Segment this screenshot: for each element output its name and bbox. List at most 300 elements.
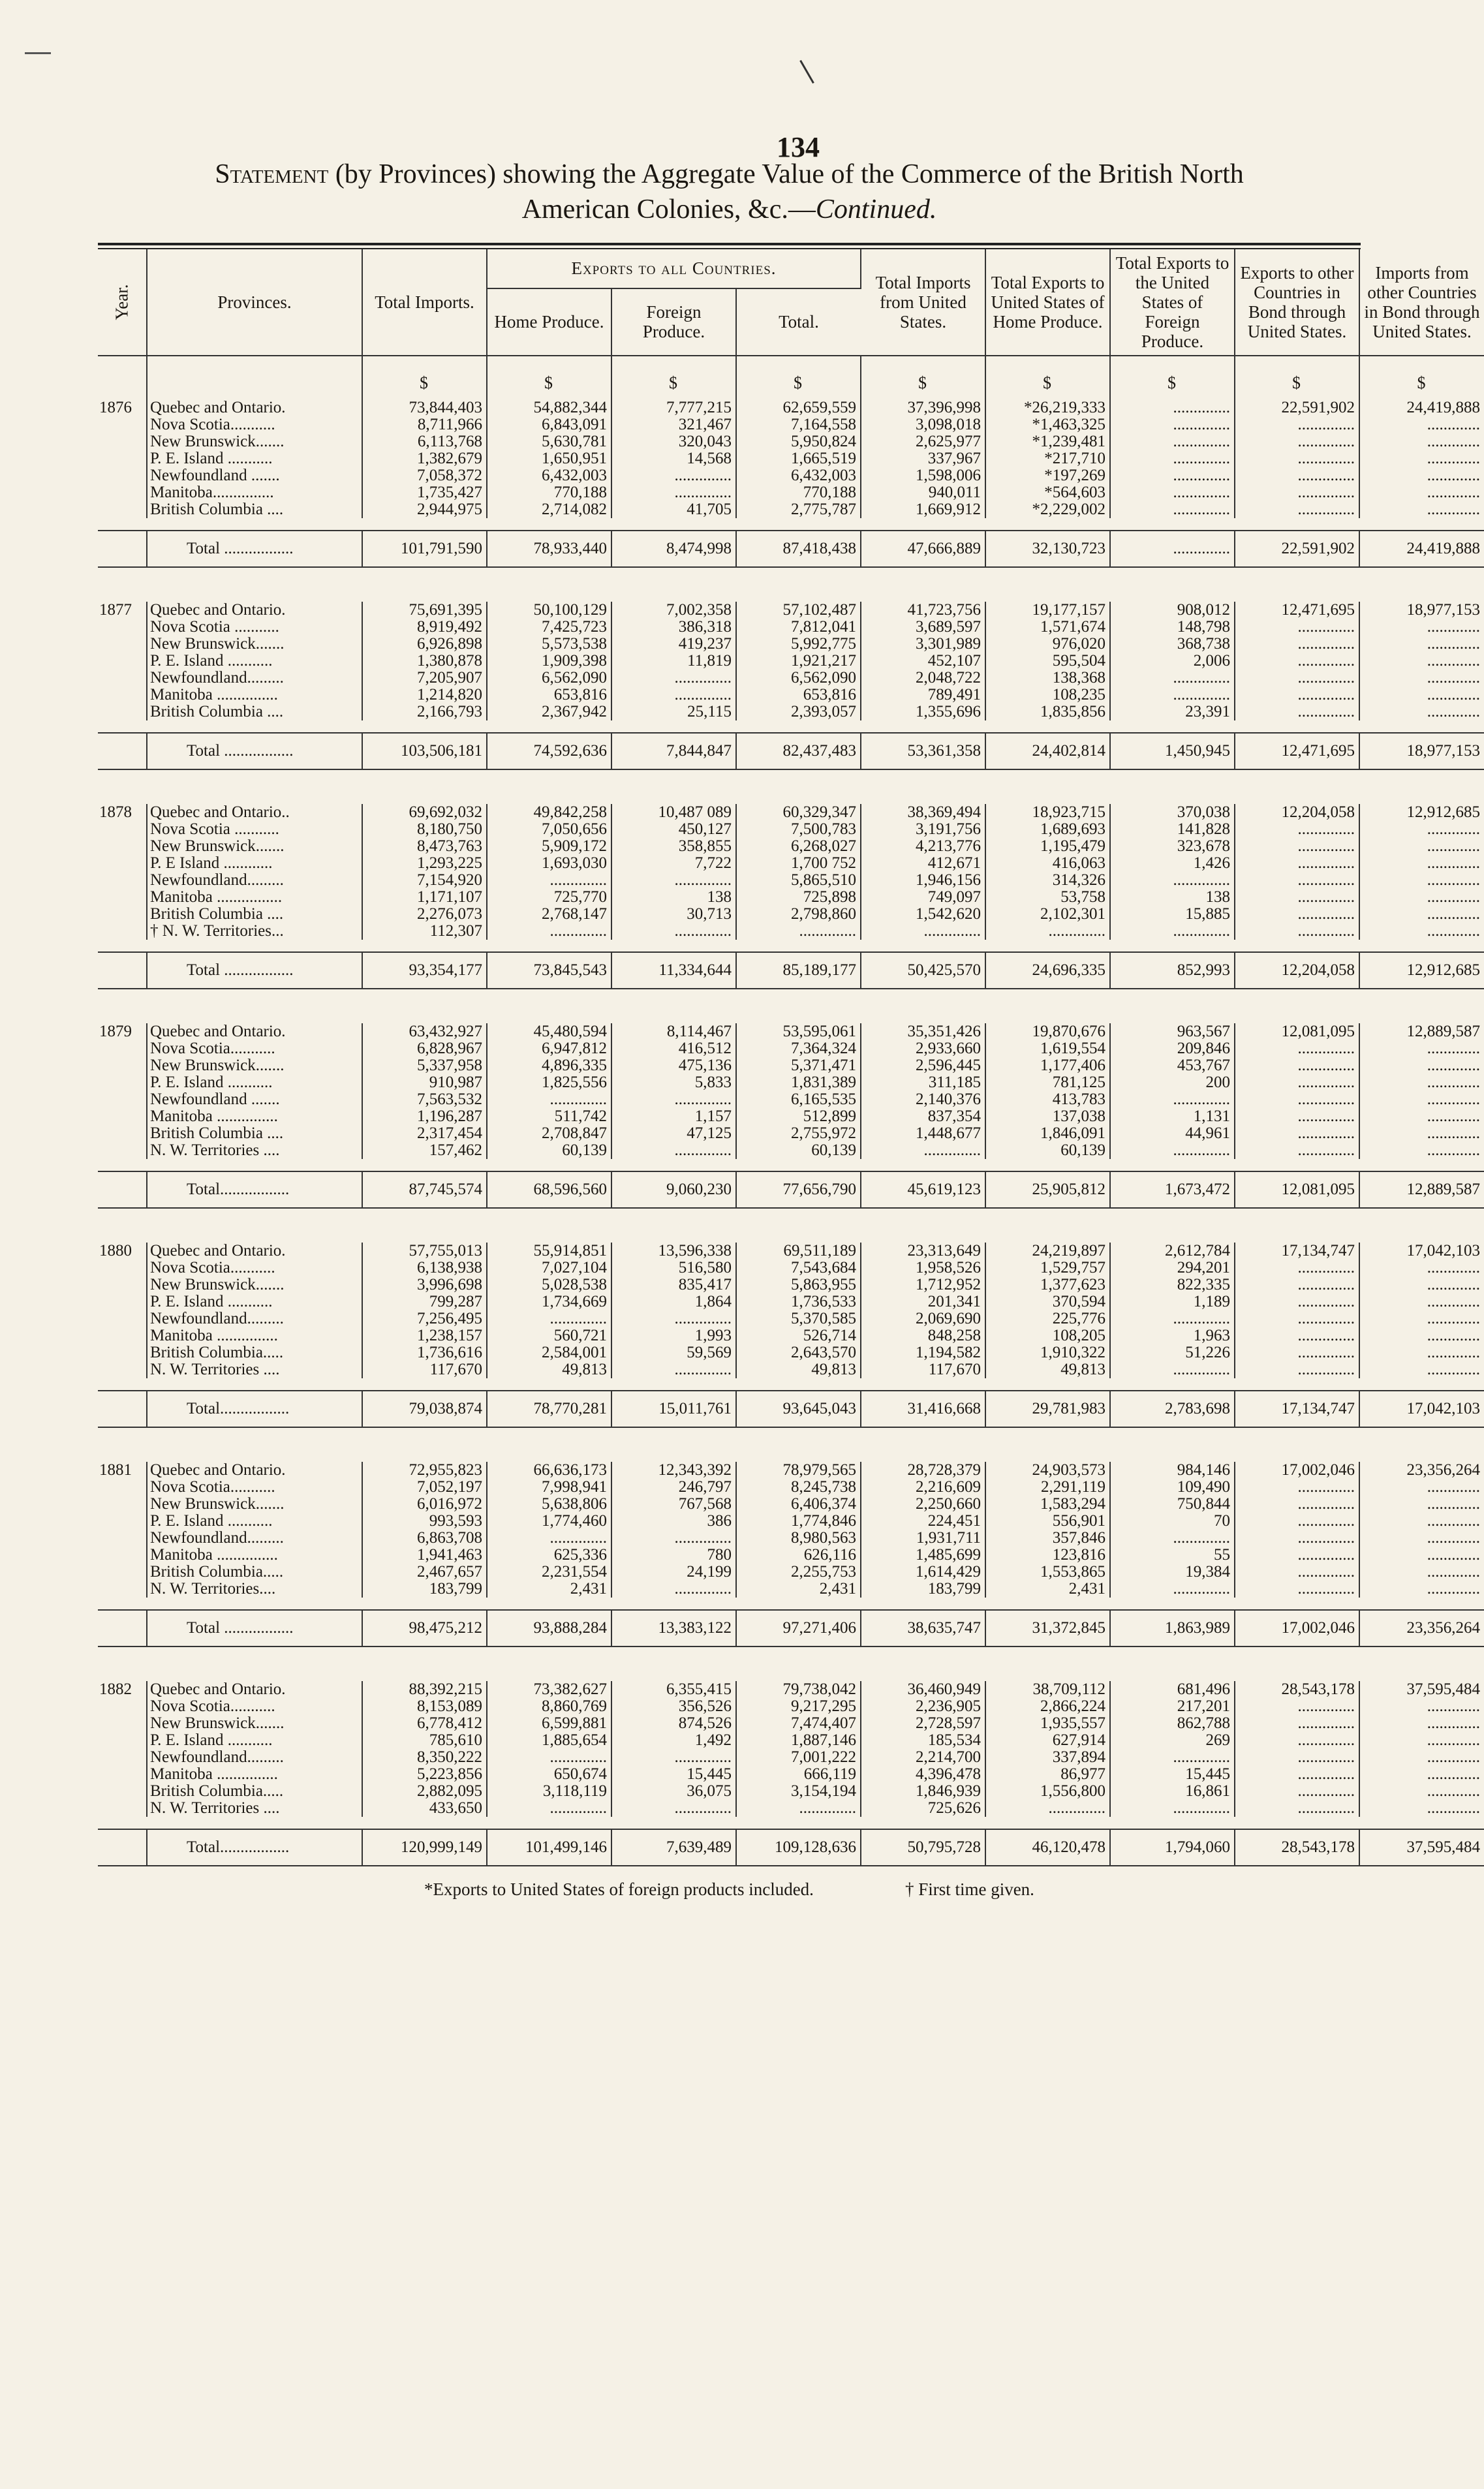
value-cell: 386 [611, 1513, 736, 1530]
header-exports-bond: Exports to other Countries in Bond through United States. [1235, 249, 1359, 356]
value-cell: .............. [1235, 636, 1359, 653]
value-cell: 2,431 [736, 1581, 861, 1598]
value-cell: ............. [1427, 1107, 1481, 1125]
value-cell: 88,392,215 [362, 1681, 487, 1698]
table-row [98, 501, 1484, 518]
value-cell: .............. [1110, 1800, 1235, 1817]
province-cell: Nova Scotia ........... [147, 619, 362, 636]
value-cell: 17,002,046 [1235, 1462, 1359, 1479]
value-cell: .............. [611, 923, 736, 940]
province-cell: New Brunswick....... [147, 1276, 362, 1293]
value-cell: 23,391 [1110, 703, 1235, 720]
value-cell: 137,038 [985, 1108, 1110, 1125]
value-cell: 984,146 [1110, 1462, 1235, 1479]
table-row [98, 703, 1484, 720]
province-cell: P. E. Island ........... [147, 1074, 362, 1091]
value-cell: 976,020 [985, 636, 1110, 653]
province-cell: British Columbia .... [147, 501, 362, 518]
value-cell: .............. [1235, 872, 1359, 889]
statement-title [98, 157, 1361, 227]
value-cell: .............. [611, 467, 736, 484]
value-cell: 2,866,224 [985, 1698, 1110, 1715]
value-cell: 24,419,888 [1406, 399, 1481, 416]
value-cell: *564,603 [985, 484, 1110, 501]
value-cell: 1,831,389 [736, 1074, 861, 1091]
value-cell: 7,154,920 [362, 872, 487, 889]
value-cell: 7,474,407 [736, 1715, 861, 1732]
value-cell: 2,140,376 [861, 1091, 985, 1108]
title-lead: Statement [215, 159, 329, 189]
total-row [98, 1610, 1484, 1646]
value-cell: .............. [611, 1310, 736, 1327]
value-cell: 109,490 [1110, 1479, 1235, 1496]
value-cell: 14,568 [611, 450, 736, 467]
value-cell: 4,213,776 [861, 838, 985, 855]
value-cell: 201,341 [861, 1293, 985, 1310]
province-cell: British Columbia .... [147, 703, 362, 720]
value-cell: 681,496 [1110, 1681, 1235, 1698]
value-cell: *197,269 [985, 467, 1110, 484]
value-cell: .............. [611, 1530, 736, 1547]
value-cell: 2,612,784 [1110, 1243, 1235, 1260]
value-cell: 73,844,403 [362, 399, 487, 416]
value-cell: ............. [1427, 635, 1481, 653]
value-cell: 1,189 [1110, 1293, 1235, 1310]
value-cell: 4,396,478 [861, 1766, 985, 1783]
value-cell: 358,855 [611, 838, 736, 855]
value-cell: ............. [1427, 1259, 1481, 1276]
province-cell: Manitoba ................ [147, 889, 362, 906]
value-cell: .............. [1110, 1581, 1235, 1598]
total-value: 45,619,123 [861, 1171, 985, 1208]
value-cell: 1,571,674 [985, 619, 1110, 636]
value-cell: 24,199 [611, 1564, 736, 1581]
value-cell: ............. [1427, 1057, 1481, 1074]
value-cell: ............. [1427, 703, 1481, 720]
value-cell: 2,944,975 [362, 501, 487, 518]
value-cell: 1,650,951 [487, 450, 611, 467]
total-value: 37,595,484 [1359, 1829, 1484, 1866]
value-cell: 53,758 [985, 889, 1110, 906]
province-cell: Newfoundland ....... [147, 467, 362, 484]
value-cell: 6,113,768 [362, 433, 487, 450]
value-cell: .............. [1110, 872, 1235, 889]
value-cell: 38,369,494 [861, 804, 985, 821]
value-cell: ............. [1427, 1276, 1481, 1293]
value-cell: .............. [1235, 1057, 1359, 1074]
total-value: 12,204,058 [1235, 952, 1359, 989]
value-cell: 412,671 [861, 855, 985, 872]
value-cell: 19,384 [1110, 1564, 1235, 1581]
value-cell: 6,843,091 [487, 416, 611, 433]
footnotes [98, 1879, 1361, 1900]
value-cell: 6,165,535 [736, 1091, 861, 1108]
value-cell: 837,354 [861, 1108, 985, 1125]
value-cell: 2,236,905 [861, 1698, 985, 1715]
value-cell: 73,382,627 [487, 1681, 611, 1698]
spacer-row [98, 769, 1484, 804]
value-cell: .............. [1235, 670, 1359, 687]
value-cell: 17,042,103 [1406, 1242, 1481, 1260]
table-row [98, 1681, 1484, 1698]
value-cell: 6,268,027 [736, 838, 861, 855]
value-cell: 183,799 [362, 1581, 487, 1598]
value-cell: 50,100,129 [487, 602, 611, 619]
table-row [98, 1462, 1484, 1479]
province-cell: Quebec and Ontario. [147, 1462, 362, 1479]
header-home-produce: Home Produce. [487, 288, 611, 356]
province-cell: Newfoundland......... [147, 1530, 362, 1547]
value-cell: 25,115 [611, 703, 736, 720]
value-cell: *1,239,481 [985, 433, 1110, 450]
value-cell: 15,445 [611, 1766, 736, 1783]
value-cell: 70 [1110, 1513, 1235, 1530]
value-cell: 16,861 [1110, 1783, 1235, 1800]
value-cell: .............. [1235, 450, 1359, 467]
value-cell: 370,594 [985, 1293, 1110, 1310]
value-cell: 47,125 [611, 1125, 736, 1142]
value-cell: 2,467,657 [362, 1564, 487, 1581]
value-cell: 15,445 [1110, 1766, 1235, 1783]
value-cell: 512,899 [736, 1108, 861, 1125]
total-value: 68,596,560 [487, 1171, 611, 1208]
table-row [98, 1749, 1484, 1766]
total-value: 25,905,812 [985, 1171, 1110, 1208]
value-cell: .............. [1235, 1732, 1359, 1749]
total-value: 85,189,177 [736, 952, 861, 989]
value-cell: 314,326 [985, 872, 1110, 889]
value-cell: 1,910,322 [985, 1344, 1110, 1361]
value-cell: 453,767 [1110, 1057, 1235, 1074]
total-value: 9,060,230 [611, 1171, 736, 1208]
header-year: Year. [98, 249, 147, 356]
value-cell: .............. [1235, 1361, 1359, 1378]
value-cell: 862,788 [1110, 1715, 1235, 1732]
value-cell: .............. [487, 1800, 611, 1817]
value-cell: 3,301,989 [861, 636, 985, 653]
value-cell: .............. [611, 1091, 736, 1108]
province-cell: New Brunswick....... [147, 1496, 362, 1513]
table-row [98, 399, 1484, 416]
value-cell: 51,226 [1110, 1344, 1235, 1361]
value-cell: 246,797 [611, 1479, 736, 1496]
unit-symbol: $ [985, 356, 1110, 399]
value-cell: 2,431 [985, 1581, 1110, 1598]
value-cell: 1,583,294 [985, 1496, 1110, 1513]
total-value: 17,002,046 [1235, 1610, 1359, 1646]
value-cell: 2,625,977 [861, 433, 985, 450]
value-cell: ............. [1427, 1495, 1481, 1513]
table-row [98, 1142, 1484, 1159]
table-row [98, 1715, 1484, 1732]
value-cell: 6,947,812 [487, 1040, 611, 1057]
header-exports-group: Exports to all Countries. [487, 249, 861, 288]
table-row [98, 450, 1484, 467]
spacer-row [98, 1427, 1484, 1462]
value-cell: 138,368 [985, 670, 1110, 687]
value-cell: .............. [1235, 838, 1359, 855]
value-cell: 323,678 [1110, 838, 1235, 855]
value-cell: 72,955,823 [362, 1462, 487, 1479]
total-value: 87,418,438 [736, 531, 861, 567]
value-cell: 1,735,427 [362, 484, 487, 501]
table-row [98, 1344, 1484, 1361]
value-cell: .............. [1235, 1142, 1359, 1159]
value-cell: 1,377,623 [985, 1276, 1110, 1293]
value-cell: 1,734,669 [487, 1293, 611, 1310]
value-cell: 1,864 [611, 1293, 736, 1310]
value-cell: 123,816 [985, 1547, 1110, 1564]
province-cell: P. E. Island ........... [147, 1513, 362, 1530]
total-value: 1,794,060 [1110, 1829, 1235, 1866]
value-cell: 1,921,217 [736, 653, 861, 670]
value-cell: .............. [1235, 501, 1359, 518]
value-cell: .............. [487, 923, 611, 940]
value-cell: ............. [1427, 416, 1481, 433]
value-cell: 1,665,519 [736, 450, 861, 467]
total-value: 1,863,989 [1110, 1610, 1235, 1646]
table-row [98, 602, 1484, 619]
value-cell: 1,931,711 [861, 1530, 985, 1547]
province-cell: British Columbia .... [147, 1125, 362, 1142]
value-cell: 1,492 [611, 1732, 736, 1749]
value-cell: .............. [1235, 1547, 1359, 1564]
value-cell: 1,887,146 [736, 1732, 861, 1749]
province-cell: Quebec and Ontario. [147, 1023, 362, 1040]
value-cell: 8,180,750 [362, 821, 487, 838]
value-cell: 2,584,001 [487, 1344, 611, 1361]
value-cell: ............. [1427, 1478, 1481, 1496]
value-cell: .............. [1235, 1530, 1359, 1547]
value-cell: 3,689,597 [861, 619, 985, 636]
value-cell: 993,593 [362, 1513, 487, 1530]
value-cell: 320,043 [611, 433, 736, 450]
value-cell: .............. [1235, 467, 1359, 484]
province-cell: N. W. Territories.... [147, 1581, 362, 1598]
value-cell: 108,235 [985, 687, 1110, 703]
value-cell: 1,355,696 [861, 703, 985, 720]
value-cell: .............. [1235, 1310, 1359, 1327]
page-number: 134 [777, 131, 820, 163]
total-value: 13,383,122 [611, 1610, 736, 1646]
value-cell: 5,992,775 [736, 636, 861, 653]
total-value: 50,795,728 [861, 1829, 985, 1866]
value-cell: 36,075 [611, 1783, 736, 1800]
value-cell: 2,276,073 [362, 906, 487, 923]
value-cell: 337,894 [985, 1749, 1110, 1766]
value-cell: .............. [1235, 1327, 1359, 1344]
value-cell: .............. [1110, 670, 1235, 687]
province-cell: Manitoba ............... [147, 1547, 362, 1564]
total-value: 74,592,636 [487, 733, 611, 769]
total-value: .............. [1110, 531, 1235, 567]
value-cell: 7,164,558 [736, 416, 861, 433]
value-cell: 7,050,656 [487, 821, 611, 838]
total-value: 28,543,178 [1235, 1829, 1359, 1866]
total-value: 12,889,587 [1359, 1171, 1484, 1208]
total-value: 8,474,998 [611, 531, 736, 567]
province-cell: Manitoba............... [147, 484, 362, 501]
value-cell: 6,432,003 [736, 467, 861, 484]
value-cell: 2,317,454 [362, 1125, 487, 1142]
total-value: 53,361,358 [861, 733, 985, 769]
value-cell: 5,223,856 [362, 1766, 487, 1783]
total-label: Total ................. [147, 733, 362, 769]
value-cell: .............. [487, 1530, 611, 1547]
value-cell: 8,919,492 [362, 619, 487, 636]
province-cell: British Columbia .... [147, 906, 362, 923]
value-cell: ............. [1427, 854, 1481, 872]
value-cell: ............. [1427, 1799, 1481, 1817]
value-cell: 157,462 [362, 1142, 487, 1159]
value-cell: 749,097 [861, 889, 985, 906]
table-body [98, 356, 1484, 1866]
value-cell: 5,371,471 [736, 1057, 861, 1074]
value-cell: .............. [1110, 1091, 1235, 1108]
value-cell: 6,562,090 [736, 670, 861, 687]
value-cell: ............. [1427, 1563, 1481, 1581]
margin-dash [25, 52, 51, 54]
total-value: 11,334,644 [611, 952, 736, 989]
value-cell: 63,432,927 [362, 1023, 487, 1040]
value-cell: ............. [1427, 1040, 1481, 1057]
table-row [98, 1310, 1484, 1327]
value-cell: 49,813 [487, 1361, 611, 1378]
value-cell: 357,846 [985, 1530, 1110, 1547]
value-cell: 1,825,556 [487, 1074, 611, 1091]
value-cell: 1,598,006 [861, 467, 985, 484]
total-row [98, 531, 1484, 567]
value-cell: 6,778,412 [362, 1715, 487, 1732]
value-cell: 200 [1110, 1074, 1235, 1091]
value-cell: 7,058,372 [362, 467, 487, 484]
province-cell: Quebec and Ontario. [147, 399, 362, 416]
value-cell: .............. [1235, 1293, 1359, 1310]
total-value: 24,402,814 [985, 733, 1110, 769]
value-cell: 1,426 [1110, 855, 1235, 872]
value-cell: 78,979,565 [736, 1462, 861, 1479]
value-cell: 55,914,851 [487, 1243, 611, 1260]
value-cell: 1,846,091 [985, 1125, 1110, 1142]
value-cell: 54,882,344 [487, 399, 611, 416]
total-value: 101,499,146 [487, 1829, 611, 1866]
value-cell: 419,237 [611, 636, 736, 653]
province-cell: † N. W. Territories... [147, 923, 362, 940]
value-cell: ............. [1427, 820, 1481, 838]
table-row [98, 1547, 1484, 1564]
province-cell: New Brunswick....... [147, 1057, 362, 1074]
total-value: 23,356,264 [1359, 1610, 1484, 1646]
value-cell: .............. [1235, 619, 1359, 636]
table-row [98, 1530, 1484, 1547]
province-cell: Nova Scotia........... [147, 1479, 362, 1496]
unit-symbol: $ [736, 356, 861, 399]
gap-row [98, 518, 1484, 531]
value-cell: .............. [1235, 1715, 1359, 1732]
value-cell: 725,898 [736, 889, 861, 906]
value-cell: 2,768,147 [487, 906, 611, 923]
total-value: 29,781,983 [985, 1391, 1110, 1427]
value-cell: ............. [1427, 1697, 1481, 1715]
value-cell: 1,774,460 [487, 1513, 611, 1530]
province-cell: Quebec and Ontario. [147, 602, 362, 619]
total-row [98, 952, 1484, 989]
value-cell: .............. [1110, 501, 1235, 518]
table-row [98, 1698, 1484, 1715]
title-line2: American Colonies, &c.— [521, 194, 816, 224]
value-cell: 60,329,347 [736, 804, 861, 821]
value-cell: 57,102,487 [736, 602, 861, 619]
table-row [98, 1513, 1484, 1530]
value-cell: *2,229,002 [985, 501, 1110, 518]
value-cell: .............. [1235, 923, 1359, 940]
value-cell: 5,950,824 [736, 433, 861, 450]
value-cell: 45,480,594 [487, 1023, 611, 1040]
value-cell: 1,556,800 [985, 1783, 1110, 1800]
value-cell: ............. [1427, 450, 1481, 467]
table-row [98, 1496, 1484, 1513]
province-cell: Newfoundland ....... [147, 1091, 362, 1108]
value-cell: 7,256,495 [362, 1310, 487, 1327]
value-cell: 19,177,157 [985, 602, 1110, 619]
unit-symbol: $ [362, 356, 487, 399]
table-row [98, 433, 1484, 450]
value-cell: 5,370,585 [736, 1310, 861, 1327]
value-cell: 8,245,738 [736, 1479, 861, 1496]
value-cell: 60,139 [985, 1142, 1110, 1159]
value-cell: 3,154,194 [736, 1783, 861, 1800]
value-cell: ............. [1427, 922, 1481, 940]
value-cell: 5,865,510 [736, 872, 861, 889]
value-cell: 1,529,757 [985, 1260, 1110, 1276]
value-cell: 1,448,677 [861, 1125, 985, 1142]
value-cell: ............. [1427, 837, 1481, 855]
value-cell: 3,098,018 [861, 416, 985, 433]
value-cell: 7,205,907 [362, 670, 487, 687]
value-cell: 1,963 [1110, 1327, 1235, 1344]
value-cell: 1,293,225 [362, 855, 487, 872]
province-cell: New Brunswick....... [147, 433, 362, 450]
value-cell: 44,961 [1110, 1125, 1235, 1142]
value-cell: 5,909,172 [487, 838, 611, 855]
total-label: Total................. [147, 1171, 362, 1208]
unit-row [98, 356, 1484, 399]
total-label: Total................. [147, 1391, 362, 1427]
province-cell: British Columbia..... [147, 1564, 362, 1581]
table-row [98, 923, 1484, 940]
value-cell: 19,870,676 [985, 1023, 1110, 1040]
footnote-star: *Exports to United States of foreign products included. [424, 1879, 814, 1899]
total-label: Total ................. [147, 952, 362, 989]
value-cell: .............. [487, 1749, 611, 1766]
value-cell: .............. [861, 1142, 985, 1159]
value-cell: .............. [1235, 687, 1359, 703]
value-cell: 6,138,938 [362, 1260, 487, 1276]
value-cell: 1,712,952 [861, 1276, 985, 1293]
value-cell: .............. [487, 872, 611, 889]
value-cell: 2,596,445 [861, 1057, 985, 1074]
value-cell: 413,783 [985, 1091, 1110, 1108]
value-cell: 770,188 [736, 484, 861, 501]
province-cell: Quebec and Ontario.. [147, 804, 362, 821]
value-cell: 7,500,783 [736, 821, 861, 838]
value-cell: 41,705 [611, 501, 736, 518]
value-cell: 626,116 [736, 1547, 861, 1564]
unit-symbol: $ [861, 356, 985, 399]
value-cell: 7,722 [611, 855, 736, 872]
total-value: 93,354,177 [362, 952, 487, 989]
table-row [98, 1361, 1484, 1378]
